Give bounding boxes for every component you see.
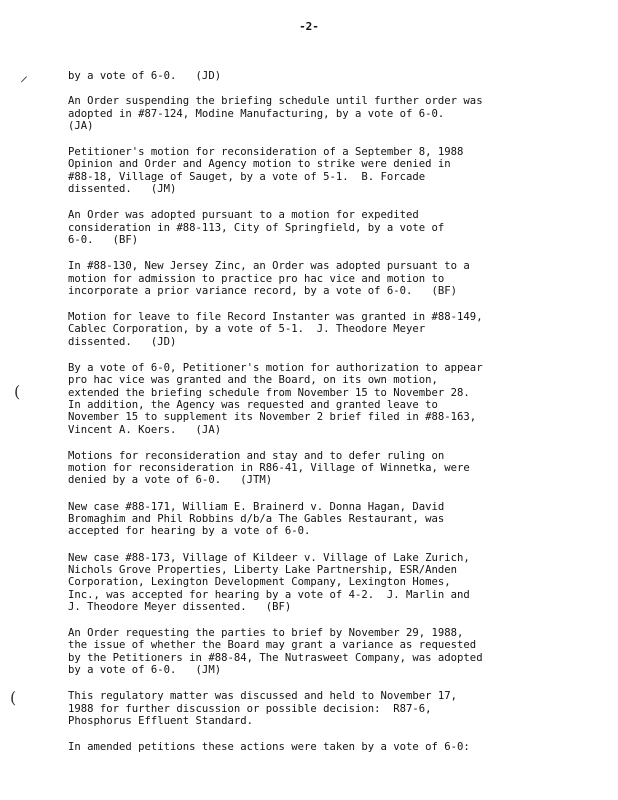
paragraph: Motion for leave to file Record Instanter was granted in #88-149, Cablec Corporation, by a vote of 5-1. J. Theodore Meyer dissented. (JD) bbox=[68, 311, 483, 348]
paragraph: By a vote of 6-0, Petitioner's motion for authorization to appear pro hac vice was granted and the Board, on its own motion, extended the briefing schedule from November 15 to November 28. In addition, the Agency was requested and granted leave to November 15 to supplement its November 2 brief filed in #88-163, Vincent A. Koers. (JA) bbox=[68, 362, 483, 436]
scan-mark-bottom: ( bbox=[10, 688, 17, 707]
paragraph: This regulatory matter was discussed and held to November 17, 1988 for further discussion or possible decision: R87-6, Phosphorus Effluent Standard. bbox=[68, 690, 458, 727]
paragraph: Petitioner's motion for reconsideration of a September 8, 1988 Opinion and Order and Agency motion to strike were denied in #88-18, Village of Sauget, by a vote of 5-1. B. Forcade dissented. (JM) bbox=[68, 146, 464, 196]
paragraph: New case #88-173, Village of Kildeer v. Village of Lake Zurich, Nichols Grove Properties, Liberty Lake Partnership, ESR/Anden Corporation, Lexington Development Company, Lexington Homes, Inc., was accepted for hearing by a vote of 4-2. J. Marlin and J. Theodore Meyer dissented. (BF) bbox=[68, 551, 470, 613]
paragraph: In amended petitions these actions were taken by a vote of 6-0: bbox=[68, 741, 470, 754]
paragraph: An Order requesting the parties to brief by November 29, 1988, the issue of whether the Board may grant a variance as requested by the Petitioners in #88-84, The Nutrasweet Company, was adopted by a vote of 6-0. (JM) bbox=[68, 627, 483, 676]
paragraph: Motions for reconsideration and stay and to defer ruling on motion for reconsideration in R86-41, Village of Winnetka, were denied by a vote of 6-0. (JTM) bbox=[68, 449, 470, 487]
paragraph: An Order was adopted pursuant to a motion for expedited consideration in #88-113, City of Springfield, by a vote of 6-0. (BF) bbox=[68, 209, 445, 246]
paragraph: In #88-130, New Jersey Zinc, an Order was adopted pursuant to a motion for admission to practice pro hac vice and motion to incorporate a prior variance record, by a vote of 6-0. (BF) bbox=[68, 260, 470, 297]
paragraph: New case #88-171, William E. Brainerd v. Donna Hagan, David Bromaghim and Phil Robbins d/b/a The Gables Restaurant, was accepted for hearing by a vote of 6-0. bbox=[68, 500, 445, 538]
scan-mark-middle: ( bbox=[14, 382, 21, 401]
paragraph: An Order suspending the briefing schedule until further order was adopted in #87-124, Modine Manufacturing, by a vote of 6-0. (JA) bbox=[68, 95, 483, 132]
page-number: -2- bbox=[299, 20, 319, 33]
paragraph: by a vote of 6-0. (JD) bbox=[68, 70, 222, 82]
document-body bbox=[68, 70, 558, 767]
scan-mark-top: ⸝ bbox=[20, 66, 29, 85]
